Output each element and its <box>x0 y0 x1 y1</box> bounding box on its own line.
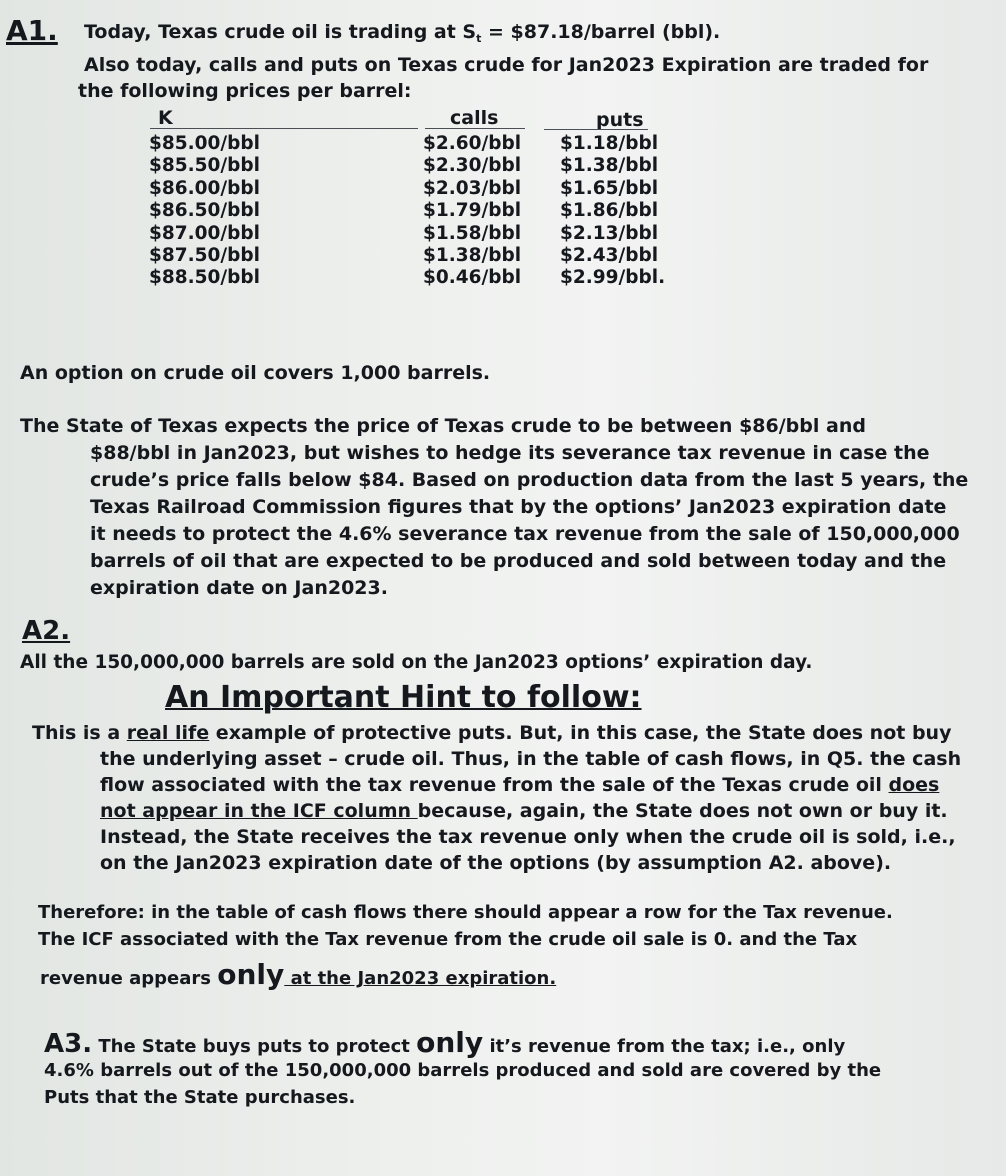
strike-cell: $87.50/bbl <box>149 244 260 266</box>
a1-line-1 <box>84 19 720 52</box>
strike-cell: $87.00/bbl <box>149 222 260 244</box>
table-header-rule <box>150 128 418 129</box>
a3-line: 4.6% barrels out of the 150,000,000 barrels produced and sold are covered by the <box>44 1060 882 1081</box>
a3-line: Puts that the State purchases. <box>44 1087 356 1108</box>
call-price-cell: $1.38/bbl <box>423 244 522 266</box>
table-header-strike: K <box>158 107 173 129</box>
strike-cell: $85.50/bbl <box>149 155 260 177</box>
hint-text: flow associated with the tax revenue from the sale of the Texas crude oil <box>100 774 889 796</box>
paragraph-line: it needs to protect the 4.6% severance tax revenue from the sale of 150,000,000 <box>90 523 960 545</box>
therefore-line: The ICF associated with the Tax revenue from the crude oil sale is 0. and the Tax <box>38 929 858 950</box>
hint-line: Instead, the State receives the tax revenue only when the crude oil is sold, i.e., <box>100 826 956 848</box>
hint-underlined-text: not appear in the ICF column <box>100 800 418 822</box>
strike-cell: $86.50/bbl <box>149 200 260 222</box>
strike-column <box>149 133 260 290</box>
section-label-a3: A3. <box>44 1029 93 1059</box>
paragraph-line: barrels of oil that are expected to be produced and sold between today and the <box>90 550 947 572</box>
spot-value: = $87.18/barrel (bbl). <box>481 21 721 43</box>
put-price-cell: $1.65/bbl <box>560 177 659 199</box>
therefore-line <box>40 958 557 992</box>
table-header-calls: calls <box>450 107 499 129</box>
therefore-text: revenue appears <box>40 968 218 989</box>
a3-line <box>44 1026 846 1060</box>
hint-line: the underlying asset – crude oil. Thus, in the table of cash flows, in Q5. the cash <box>100 748 962 770</box>
call-price-cell: $0.46/bbl <box>423 267 522 289</box>
hint-text: example of protective puts. But, in this case, the State does not buy <box>209 722 952 744</box>
a3-text: it’s revenue from the tax; i.e., only <box>483 1036 846 1057</box>
a2-text: All the 150,000,000 barrels are sold on the Jan2023 options’ expiration day. <box>20 652 813 673</box>
table-header-rule <box>425 128 525 129</box>
hint-title: An Important Hint to follow: <box>165 680 642 715</box>
section-label-a1: A1. <box>6 14 58 47</box>
call-price-cell: $2.03/bbl <box>423 177 522 199</box>
hint-line <box>100 798 948 824</box>
call-price-cell: $1.58/bbl <box>423 222 522 244</box>
emphasis-text: only <box>416 1026 484 1059</box>
paragraph-line: Texas Railroad Commission figures that by the options’ Jan2023 expiration date <box>90 496 947 518</box>
table-header-rule <box>544 129 648 130</box>
a1-line-3: the following prices per barrel: <box>78 80 412 102</box>
a3-text: The State buys puts to protect <box>92 1036 417 1057</box>
contract-size-text: An option on crude oil covers 1,000 barrels. <box>20 362 491 384</box>
spot-subscript: t <box>476 32 482 45</box>
strike-cell: $88.50/bbl <box>149 267 260 289</box>
put-price-cell: $2.43/bbl <box>560 244 659 266</box>
paragraph-line: $88/bbl in Jan2023, but wishes to hedge its severance tax revenue in case the <box>90 442 930 464</box>
hint-text: This is a <box>32 722 127 744</box>
strike-cell: $85.00/bbl <box>149 133 260 154</box>
hint-text: because, again, the State does not own or buy it. <box>417 800 948 822</box>
put-price-cell: $2.99/bbl. <box>560 267 666 289</box>
put-price-cell: $2.13/bbl <box>560 222 659 244</box>
calls-column <box>423 133 521 290</box>
puts-column <box>560 133 665 290</box>
therefore-line: Therefore: in the table of cash flows there should appear a row for the Tax revenue. <box>38 902 893 923</box>
put-price-cell: $1.18/bbl <box>560 133 659 154</box>
therefore-underlined-text: at the Jan2023 expiration. <box>284 968 557 989</box>
table-header-puts: puts <box>596 109 644 131</box>
hint-underlined-text: real life <box>126 722 210 744</box>
hint-line: on the Jan2023 expiration date of the options (by assumption A2. above). <box>100 852 892 874</box>
paragraph-line: The State of Texas expects the price of Texas crude to be between $86/bbl and <box>20 415 866 437</box>
spot-text: Today, Texas crude oil is trading at S <box>84 21 477 43</box>
call-price-cell: $2.30/bbl <box>423 155 522 177</box>
a1-line-2: Also today, calls and puts on Texas crude for Jan2023 Expiration are traded for <box>84 54 929 76</box>
hint-line <box>32 720 951 746</box>
paragraph-line: expiration date on Jan2023. <box>90 577 388 599</box>
strike-cell: $86.00/bbl <box>149 177 260 199</box>
put-price-cell: $1.86/bbl <box>560 200 659 222</box>
put-price-cell: $1.38/bbl <box>560 155 659 177</box>
hint-line <box>100 772 939 798</box>
paragraph-line: crude’s price falls below $84. Based on production data from the last 5 years, the <box>90 469 969 491</box>
section-label-a2: A2. <box>22 616 71 646</box>
hint-underlined-text: does <box>888 774 940 796</box>
emphasis-text: only <box>217 958 285 991</box>
call-price-cell: $2.60/bbl <box>423 133 522 154</box>
call-price-cell: $1.79/bbl <box>423 200 522 222</box>
